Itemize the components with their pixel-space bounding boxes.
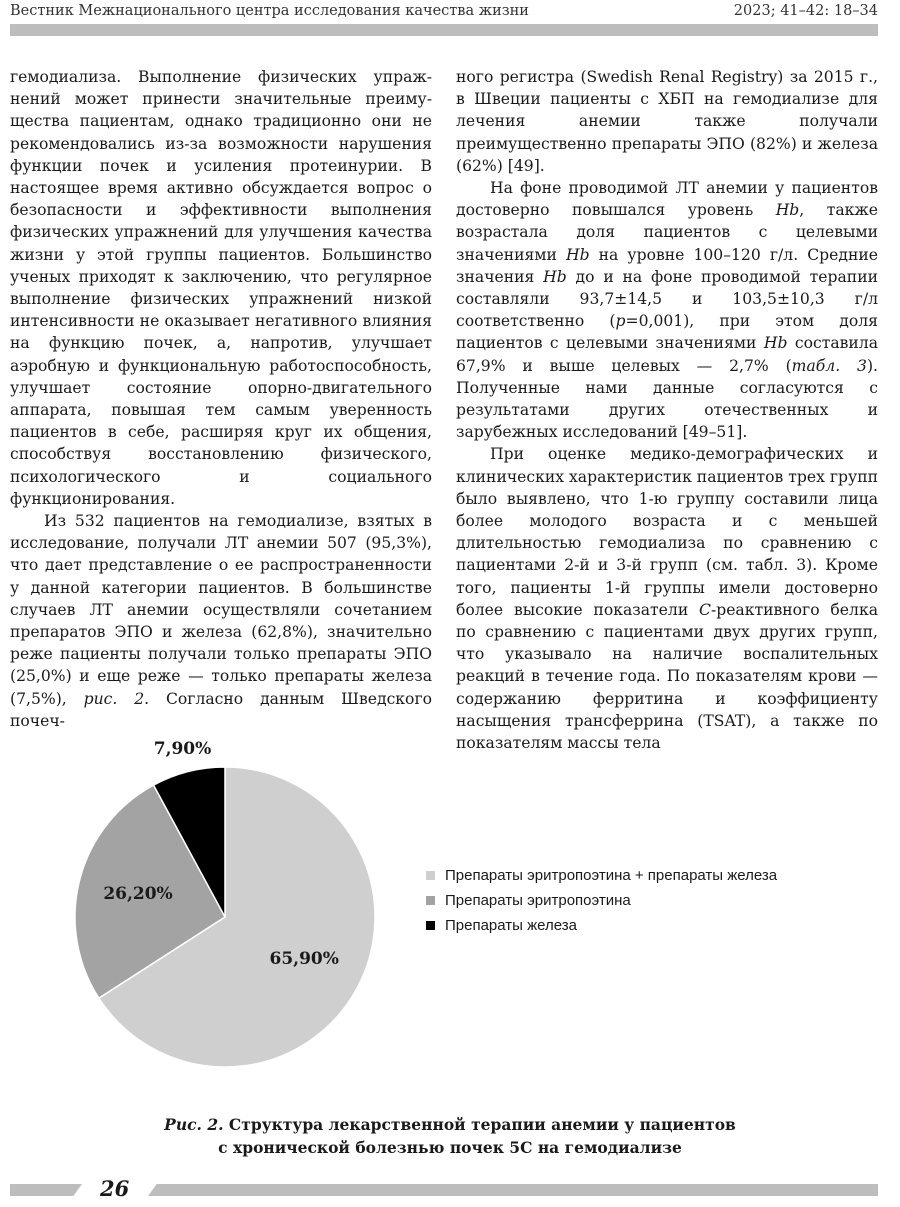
chart-legend — [426, 863, 777, 938]
figure-caption — [0, 1113, 900, 1159]
legend-label: Препараты эритропоэтина + препараты железа — [445, 867, 778, 884]
paragraph-text: =0,001), при этом доля пациентов с целевыми значениями — [456, 312, 879, 353]
table-reference: табл. 3 — [791, 356, 867, 375]
paragraph — [456, 66, 878, 177]
paragraph-text: . Согласно данным Шведского почеч- — [10, 689, 433, 730]
paragraph-text: ). Полученные нами данные согласуются с результатами других отечественных и зарубежных исследований [49–51]. — [456, 356, 878, 442]
figure-pie-chart — [0, 735, 900, 1095]
paragraph-text: составила 67,9% и выше целевых — 2,7% ( — [456, 334, 878, 375]
caption-line-1 — [0, 1113, 900, 1136]
hb-symbol: Hb — [565, 245, 590, 264]
paragraph-text: При оценке медико-демографических и клинических характеристик пациентов трех групп было выявлено, что 1-ю группу составили лица более молодого возраста и с меньшей длительностью гемодиализа по сравнению с пациентами 2-й и 3-й групп (см. табл. 3). Кроме того, пациенты 1-й группы имели достоверно более высокие показатели — [456, 445, 878, 619]
running-header — [10, 0, 878, 22]
paragraph — [10, 510, 432, 732]
legend-swatch — [426, 921, 435, 930]
c-symbol: С — [699, 600, 711, 619]
figure-reference: рис. 2 — [83, 689, 145, 708]
legend-swatch — [426, 896, 435, 905]
legend-item — [426, 913, 777, 938]
pie-data-label: 26,20% — [103, 883, 173, 904]
page-number: 26 — [100, 1176, 130, 1201]
left-column — [10, 66, 432, 732]
footer-rule-right — [148, 1184, 878, 1196]
paragraph-text: Из 532 пациентов на гемодиализе, взятых в исследование, получали ЛТ анемии 507 (95,3%), что дает представление о ее распространенности у данной категории пациентов. В большинстве случаев ЛТ анемии осуществляли сочетанием препаратов ЭПО и железа (62,8%), значительно реже пациенты получали только препараты ЭПО (25,0%) и еще реже — только препараты железа (7,5%), — [10, 512, 432, 708]
caption-label: Рис. 2. — [164, 1115, 224, 1134]
legend-swatch — [426, 871, 435, 880]
hb-symbol: Hb — [543, 267, 567, 286]
journal-title: Вестник Межнационального центра исследования качества жизни — [10, 3, 529, 19]
paragraph-text: на уровне 100–120 г/л. Средние значения — [456, 245, 878, 286]
pie-data-label: 7,90% — [153, 739, 212, 760]
pie-chart — [70, 735, 390, 1075]
paragraph-text: гемодиализа. Выполнение физических упражнений может принести значительные преимущества пациентам, однако традиционно они не рекомендовались из-за возможности нарушения функции почек и усиления протеинурии. В настоящее время активно обсуждается вопрос о безопасности и эффективности выполнения физических упражнений для улучшения качества жизни у этой группы пациентов. Большинство ученых приходят к заключению, что регулярное выполнение физических упражнений низкой интенсивности не оказывает негативного влияния на функцию почек, а, напротив, улучшает аэробную и функциональную работоспособность, улучшает состояние опорно-двигательного аппарата, повышая тем самым уверенность пациентов в себе, расширяя круг их общения, способствуя восстановлению физического, психологического и социального функционирования. — [10, 68, 432, 508]
paragraph — [456, 443, 878, 754]
issue-info: 2023; 41–42: 18–34 — [733, 3, 878, 19]
paragraph — [456, 177, 878, 443]
paragraph — [10, 66, 432, 510]
legend-item — [426, 888, 777, 913]
caption-line-2: с хронической болезнью почек 5С на гемодиализе — [218, 1138, 682, 1157]
right-column — [456, 66, 878, 754]
paragraph-text: ного регистра (Swedish Renal Registry) за 2015 г., в Швеции пациенты с ХБП на гемодиализе для лечения анемии также получали преимущественно препараты ЭПО (82%) и железа (62%) [49]. — [456, 68, 878, 175]
p-symbol: p — [615, 312, 626, 331]
caption-text: Структура лекарственной терапии анемии у пациентов — [223, 1115, 736, 1134]
legend-label: Препараты эритропоэтина — [445, 892, 631, 909]
header-rule — [10, 24, 878, 36]
paragraph-text: до и на фоне проводимой терапии составляли 93,7±14,5 и 103,5±10,3 г/л соответственно ( — [456, 267, 878, 331]
pie-data-label: 65,90% — [269, 949, 339, 970]
paragraph-text: , также возрастала доля пациентов с целевыми значениями — [456, 201, 878, 264]
paragraph-text: На фоне проводимой ЛТ анемии у пациентов достоверно повышался уровень — [456, 179, 878, 220]
paragraph-text: -реактивного белка по сравнению с пациентами двух других групп, что указывало на наличие воспалительных реакций в течение года. По показателям крови — содержанию ферритина и коэффициенту насыщения трансферрина (TSAT), а также по показателям массы тела — [456, 600, 878, 753]
footer-rule-left — [10, 1184, 82, 1196]
legend-item — [426, 863, 777, 888]
hb-symbol: Hb — [763, 334, 788, 353]
hb-symbol: Hb — [775, 201, 800, 220]
legend-label: Препараты железа — [445, 917, 577, 934]
